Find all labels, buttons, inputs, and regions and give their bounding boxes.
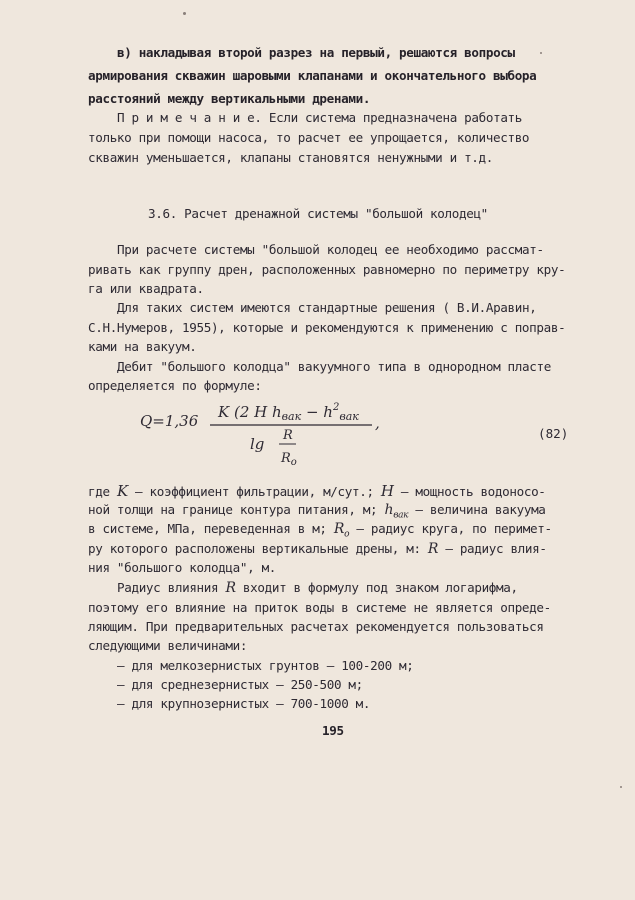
formula-numerator-sub: вак bbox=[281, 410, 302, 423]
where-line-1 bbox=[88, 482, 546, 500]
debit-line-2: определяется по формуле: bbox=[88, 378, 262, 393]
remark-text: Если система предназначена работать bbox=[261, 110, 523, 125]
list-item-3: – для крупнозернистых – 700-1000 м. bbox=[117, 696, 371, 711]
debit-line-1: Дебит "большого колодца" вакуумного типа в однородном пласте bbox=[117, 359, 551, 374]
where-l1b: – коэффициент фильтрации, м/сут.; bbox=[127, 484, 381, 499]
formula-lhs: Q=1,36 bbox=[140, 412, 199, 430]
top-note-line-3: расстояний между вертикальными дренами. bbox=[88, 91, 371, 106]
where-l3a: в системе, МПа, переведенная в м; bbox=[88, 521, 334, 536]
paper-speck bbox=[620, 786, 622, 788]
radius-line-4: следующими величинами: bbox=[88, 638, 248, 653]
where-l3b: – радиус круга, по перимет- bbox=[349, 521, 552, 536]
list-item-2: – для среднезернистых – 250-500 м; bbox=[117, 677, 363, 692]
where-line-5: ния "большого колодца", м. bbox=[88, 560, 277, 575]
top-note-line-1: в) накладывая второй разрез на первый, решаются вопросы bbox=[117, 45, 515, 60]
where-l1a: где bbox=[88, 484, 117, 499]
radius-line-3: ляющим. При предварительных расчетах рекомендуется пользоваться bbox=[88, 619, 544, 634]
symbol-R0: R bbox=[333, 521, 345, 537]
paper-speck bbox=[183, 12, 186, 15]
remark-label: П р и м е ч а н и е. bbox=[117, 110, 262, 125]
radius-line-1 bbox=[117, 580, 518, 596]
intro-line-1: При расчете системы "большой колодец ее необходимо рассмат- bbox=[117, 242, 544, 257]
standard-line-1: Для таких систем имеются стандартные решения ( В.И.Аравин, bbox=[117, 300, 537, 315]
where-line-4 bbox=[88, 541, 547, 557]
where-l4a: ру которого расположены вертикальные дрены, м: bbox=[88, 541, 428, 556]
symbol-R-radius: R bbox=[225, 580, 236, 596]
where-line-2 bbox=[88, 502, 546, 521]
symbol-H: H bbox=[380, 482, 394, 500]
section-title: 3.6. Расчет дренажной системы "большой колодец" bbox=[148, 206, 488, 221]
top-note-line-2: армирования скважин шаровыми клапанами и окончательного выбора bbox=[88, 68, 537, 83]
formula-minus-h: − h bbox=[301, 403, 333, 421]
formula-sup: 2 bbox=[332, 402, 340, 413]
page-number: 195 bbox=[322, 723, 344, 738]
formula-number: (82) bbox=[538, 426, 569, 441]
formula-trailing-comma: , bbox=[375, 414, 380, 432]
symbol-R: R bbox=[427, 541, 439, 557]
formula-frac-bottom-sub: o bbox=[290, 457, 297, 468]
where-l2a: ной толщи на границе контура питания, м; bbox=[88, 502, 385, 517]
formula-numerator-main: K (2 H h bbox=[218, 403, 282, 421]
symbol-h: h bbox=[384, 502, 394, 518]
where-l1c: – мощность водоносо- bbox=[393, 484, 546, 499]
formula-log: lg bbox=[250, 435, 265, 453]
intro-line-3: га или квадрата. bbox=[88, 281, 204, 296]
symbol-K: K bbox=[116, 482, 128, 500]
standard-line-2: С.Н.Нумеров, 1955), которые и рекомендуются к применению с поправ- bbox=[88, 320, 566, 335]
list-item-1: – для мелкозернистых грунтов – 100-200 м; bbox=[117, 658, 414, 673]
remark-line-3: скважин уменьшается, клапаны становятся ненужными и т.д. bbox=[88, 150, 493, 165]
where-l4b: – радиус влия- bbox=[438, 541, 547, 556]
radius-l1b: входит в формулу под знаком логарифма, bbox=[235, 580, 518, 595]
remark-line-2: только при помощи насоса, то расчет ее упрощается, количество bbox=[88, 130, 530, 145]
radius-l1a: Радиус влияния bbox=[117, 580, 226, 595]
paper-speck bbox=[540, 52, 542, 54]
intro-line-2: ривать как группу дрен, расположенных равномерно по периметру кру- bbox=[88, 262, 566, 277]
formula-sub2: вак bbox=[339, 410, 359, 423]
standard-line-3: ками на вакуум. bbox=[88, 339, 197, 354]
where-line-3 bbox=[88, 521, 552, 540]
symbol-h-sub: вак bbox=[393, 510, 409, 521]
symbol-R0-sub: o bbox=[344, 529, 350, 540]
formula-numerator bbox=[217, 402, 359, 423]
formula-frac-bottom bbox=[280, 451, 297, 468]
formula-frac-top: R bbox=[283, 428, 293, 443]
where-l2b: – величина вакуума bbox=[408, 502, 546, 517]
formula-frac-bottom-main: R bbox=[281, 451, 291, 466]
radius-line-2: поэтому его влияние на приток воды в системе не является опреде- bbox=[88, 600, 551, 615]
